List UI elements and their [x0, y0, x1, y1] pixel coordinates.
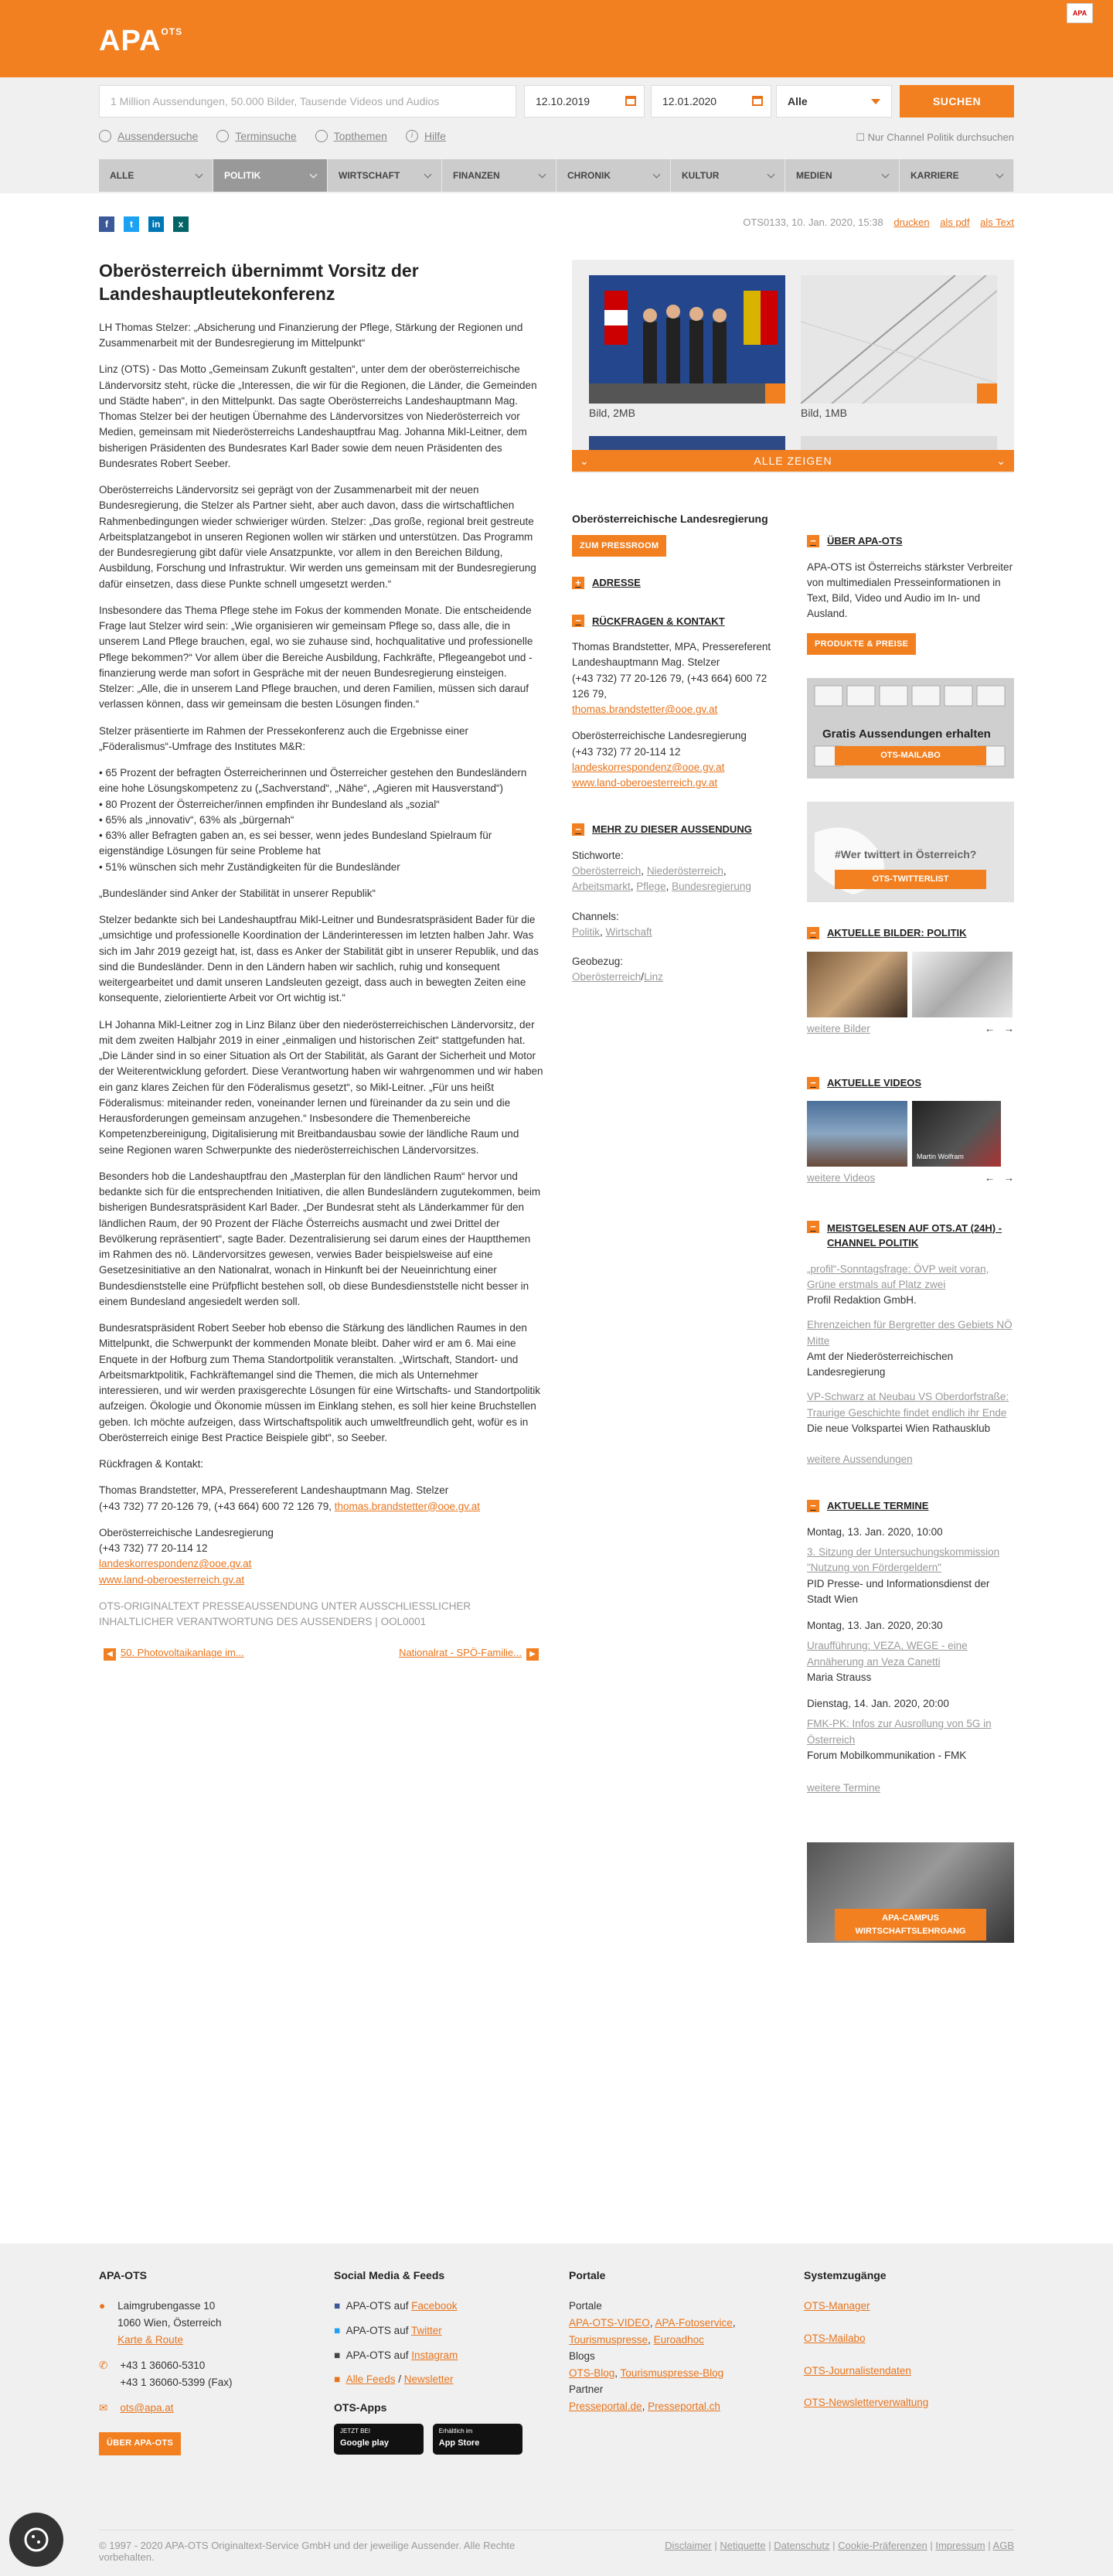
download-icon[interactable]: [977, 383, 997, 404]
video-thumbs: [807, 1101, 1014, 1167]
legal-link[interactable]: Cookie-Präferenzen: [838, 2540, 928, 2551]
system-link[interactable]: OTS-Journalistendaten: [804, 2364, 911, 2377]
list-item: • 51% wünschen sich mehr Zuständigkeiten für die Bundesländer: [99, 860, 400, 873]
keyword-link[interactable]: Oberösterreich: [572, 865, 642, 877]
event-link[interactable]: FMK-PK: Infos zur Ausrollung von 5G in Österreich: [807, 1718, 992, 1746]
gallery-caption: Bild, 2MB: [589, 407, 635, 419]
survey-list: [99, 765, 543, 875]
twitter-row: ■ APA-OTS auf Twitter: [334, 2324, 442, 2336]
campus-button[interactable]: APA-CAMPUS WIRTSCHAFTSLEHRGANG: [835, 1909, 986, 1941]
apa-ots-logo[interactable]: $APA^{OTS}$: [99, 25, 183, 57]
contact-block: Oberösterreichische Landesregierung (+43 732) 77 20-114 12 landeskorrespondenz@ooe.gv.at www.land-oberoesterreich.gv.at: [99, 1526, 274, 1586]
legal-link[interactable]: Impressum: [935, 2540, 985, 2551]
gallery-image[interactable]: [589, 275, 785, 404]
show-all-button[interactable]: ⌄ ALLE ZEIGEN ⌄: [572, 450, 1014, 472]
gallery-caption: Bild, 1MB: [801, 407, 847, 419]
mehr-toggle[interactable]: − MEHR ZU DIESER AUSSENDUNG: [572, 822, 781, 837]
article-subheading: „Bundesländer sind Anker der Stabilität in unserer Republik“: [99, 887, 376, 899]
facebook-icon: ■: [334, 2300, 341, 2312]
site-footer: [0, 2244, 1113, 2576]
tab-finanzen[interactable]: FINANZEN: [442, 159, 556, 192]
minus-icon: −: [572, 823, 584, 836]
legal-link[interactable]: Disclaimer: [665, 2540, 712, 2551]
chevron-down-icon: [653, 170, 661, 178]
blog-link[interactable]: Tourismuspresse-Blog: [620, 2366, 724, 2379]
newsletter-link[interactable]: Newsletter: [403, 2373, 454, 2386]
email-link[interactable]: ots@apa.at: [120, 2402, 174, 2414]
sender-name: Oberösterreichische Landesregierung: [572, 513, 768, 525]
image-gallery: [572, 260, 1014, 473]
chevron-down-icon: [424, 170, 432, 178]
cookie-icon: [9, 2513, 63, 2567]
apa-mini-logo[interactable]: APA: [1067, 3, 1093, 23]
list-item: • 65 Prozent der befragten Österreicherinnen und Österreicher gestehen den Bundesländern eine hohe Lösungskompetenz zu („Sachverstand“, „Nähe“, „Agieren mit Hausverstand“): [99, 767, 527, 795]
list-item: • 63% aller Befragten gaben an, es sei besser, wenn jedes Bundesland Spielraum für eigenständige Lösungen für seine Probleme hat: [99, 830, 492, 857]
article-paragraph: LH Johanna Mikl-Leitner zog in Linz Bilanz über den niederösterreichischen Ländervorsitz, der mit dem zweiten Halbjahr 2019 in einer „einmaligen und historischen Zeit“ stattgefunden hat. „Die Länder sind in so einer Situation als Ort der Stabilität, als Garant der Sicherheit und Motor der Weiterentwicklung gefordert. Diese Verantwortung haben wir wahrgenommen und wir haben ein ganz klares Zeichen für den Föderalismus gesetzt“, so Mikl-Leitner. „Für uns heißt Föderalismus: miteinander reden, voneinander lernen und füreinander da zu sein und die Herausforderungen gemeinsam anzugehen.“ Insbesondere die Themenbereiche Kompetenzbereinigung, Digitalisierung mit Breitbandausbau sowie der ländliche Raum und seine Regionen waren Schwerpunkte des niederösterreichischen Ländervorsitzes.: [99, 1018, 543, 1156]
mail-icon: ✉: [99, 2402, 108, 2414]
chevron-down-icon: [310, 170, 318, 178]
xing-icon[interactable]: x: [173, 216, 189, 232]
channels-list: Politik, Wirtschaft: [572, 925, 652, 938]
politik-image[interactable]: [912, 952, 1013, 1017]
architecture-photo: [801, 275, 997, 404]
article-link[interactable]: VP-Schwarz at Neubau VS Oberdorfstraße: Traurige Geschichte findet endlich ihr Ende: [807, 1391, 1009, 1419]
article-paragraph: Linz (OTS) - Das Motto „Gemeinsam Zukunft gestalten“, unter dem der oberösterreichische Ländervorsitz steht, rücke die „Interessen, die wir für die Regionen, die Länder, die Gemeinden und Städte haben“, in den Mittelpunkt. Das sagte Oberösterreichs Landeshauptmann Mag. Thomas Stelzer bei der heutigen Übernahme des Ländervorsitzes von Niederösterreich vor Medien, gemeinsam mit Niederösterreichs Landeshauptfrau Mag. Johanna Mikl-Leitner, dem bisherigen Präsidenten des Bundesrates Karl Bader sowie dem neuen Präsidenten des Bundesrates Robert Seeber.: [99, 363, 537, 469]
keyword-link[interactable]: Arbeitsmarkt: [572, 881, 631, 893]
minus-icon: −: [807, 927, 819, 939]
location-pin-icon: ●: [99, 2300, 106, 2312]
sender-icon: [99, 130, 111, 142]
system-link[interactable]: OTS-Manager: [804, 2300, 870, 2312]
email-block: [99, 2400, 300, 2417]
contact-block: Oberösterreichische Landesregierung (+43 732) 77 20-114 12 landeskorrespondenz@ooe.gv.at www.land-oberoesterreich.gv.at: [572, 730, 747, 789]
pdf-link[interactable]: als pdf: [940, 216, 970, 228]
calendar-icon: [625, 96, 636, 106]
hilfe-link[interactable]: i Hilfe: [406, 130, 446, 142]
about-toggle[interactable]: − ÜBER APA-OTS: [807, 533, 1014, 549]
calendar-icon: [752, 96, 763, 106]
article-paragraph: Stelzer bedankte sich bei Landeshauptfrau Mikl-Leitner und Bundesratspräsident Bader für die „umsichtige und professionelle Koordination der Länderinteressen im letzten halben Jahr. Was sich im Jahr 2019 gezeigt hat, ist, dass es Anker der Stabilität gibt in unserer Republik, und das sind die Bundesländer. Denn in den Ländern haben wir sachlich, ruhig und konsequent weitergearbeitet und damit unseren Landsleuten gezeigt, dass auch in bewegten Zeiten eine konsequente, zielorientierte Arbeit vor Ort wichtig ist.“: [99, 914, 539, 1004]
search-button[interactable]: SUCHEN: [900, 85, 1014, 118]
address-block: ● Laimgrubengasse 10 1060 Wien, Österreich Karte & Route: [99, 2298, 300, 2348]
footer-col-system: Systemzugänge OTS-Manager OTS-Mailabo OTS-Journalistendaten OTS-Newsletterverwaltung: [804, 2269, 929, 2409]
facebook-row: ■ APA-OTS auf Facebook: [334, 2300, 458, 2312]
footer-col-portale: Portale Portale APA-OTS-VIDEO, APA-Fotoservice, Tourismuspresse, Euroadhoc Blogs OTS-Blog, Tourismuspresse-Blog Partner Presseportal.de, Presseportal.ch: [569, 2267, 770, 2415]
legal-link[interactable]: Datenschutz: [774, 2540, 830, 2551]
article-paragraph: Stelzer präsentierte im Rahmen der Pressekonferenz auch die Ergebnisse einer „Föderalismus“-Umfrage des Institutes M&R:: [99, 724, 468, 752]
carousel-arrows: [985, 1021, 1014, 1037]
legal-links: Disclaimer | Netiquette | Datenschutz | Cookie-Präferenzen | Impressum | AGB: [665, 2540, 1014, 2551]
chevron-down-icon: [768, 170, 775, 178]
keywords-list: Oberösterreich, Niederösterreich, Arbeitsmarkt, Pflege, Bundesregierung: [572, 865, 751, 893]
footer-col-social: Social Media & Feeds ■ APA-OTS auf Facebook ■ APA-OTS auf Twitter ■ APA-OTS auf Instagram ■ Alle Feeds / Newsletter OTS-Apps JETZT BEI Google play Erhältlich im App Store: [334, 2267, 535, 2455]
geo-label: Geobezug:: [572, 956, 624, 968]
article-meta: [743, 216, 1014, 228]
adresse-toggle[interactable]: + ADRESSE: [572, 575, 781, 591]
contact-block: Thomas Brandstetter, MPA, Pressereferent Landeshauptmann Mag. Stelzer (+43 732) 77 20-126 79, (+43 664) 600 72 126 79, thomas.brandstetter@ooe.gv.at: [572, 641, 771, 716]
app-badges: [334, 2424, 535, 2455]
google-play-badge[interactable]: JETZT BEI Google play: [334, 2424, 424, 2455]
plus-icon: +: [572, 577, 584, 589]
info-icon: i: [406, 130, 418, 142]
event-link[interactable]: Uraufführung: VEZA, WEGE - eine Annäherung an Veza Canetti: [807, 1640, 968, 1668]
portal-link[interactable]: APA-Fotoservice: [655, 2316, 733, 2329]
blog-link[interactable]: OTS-Blog: [569, 2366, 615, 2379]
search-sublinks: [99, 130, 446, 142]
gallery-image-partial[interactable]: [801, 436, 997, 450]
about-text: APA-OTS ist Österreichs stärkster Verbreiter von multimedialen Presseinformationen in Text, Bild, Video und Audio im In- und Ausland.: [807, 561, 1013, 620]
portale-links: APA-OTS-VIDEO, APA-Fotoservice, Tourismuspresse, Euroadhoc: [569, 2316, 736, 2346]
next-article[interactable]: Nationalrat - SPÖ-Familie... ▶: [399, 1645, 543, 1661]
contact-web-link[interactable]: www.land-oberoesterreich.gv.at: [572, 777, 718, 789]
article-paragraph: Insbesondere das Thema Pflege stehe im Fokus der kommenden Monate. Die entscheidende Frage laut Stelzer wird sein: „Wie organisieren wir gemeinsam Pflege so, dass alle, die in unserem Land Pflege brauchen, egal, wo sie zuhause sind, hochqualitative und professionelle Pflege bekommen?“ Vor allem über die Bereiche Ausbildung, Fachkräfte, Pflegeangebot und -finanzierung werde man sofort in Gespräche mit der neuen Bundesregierung einsteigen. Stelzer: „Alle, die in unserem Land Pflege brauchen, und deren Familien, müssen sich darauf verlassen können, dass wir gemeinsam die besten Lösungen finden.“: [99, 604, 533, 710]
ots-id: OTS0133, 10. Jan. 2020, 15:38: [743, 216, 883, 228]
search-area: [0, 77, 1113, 193]
keyword-link[interactable]: Pflege: [636, 881, 666, 893]
right-sidebar: [807, 533, 1014, 1966]
arrow-right-icon[interactable]: →: [1003, 1022, 1014, 1034]
contact-block: Thomas Brandstetter, MPA, Pressereferent Landeshauptmann Mag. Stelzer (+43 732) 77 20-126 79, (+43 664) 600 72 126 79, thomas.brandstetter@ooe.gv.at: [99, 1484, 481, 1512]
chevron-down-icon: [996, 170, 1004, 178]
video-thumbnail[interactable]: Martin Wolfram: [912, 1101, 1001, 1167]
twitterlist-button[interactable]: OTS-TWITTERLIST: [835, 870, 986, 889]
top-header: [0, 0, 1113, 77]
clock-icon: [216, 130, 229, 142]
tab-chronik[interactable]: CHRONIK: [556, 159, 671, 192]
download-icon[interactable]: [765, 383, 785, 404]
instagram-row: ■ APA-OTS auf Instagram: [334, 2349, 458, 2361]
minus-icon: −: [572, 615, 584, 627]
app-store-badge[interactable]: Erhältlich im App Store: [433, 2424, 522, 2455]
list-item: VP-Schwarz at Neubau VS Oberdorfstraße: Traurige Geschichte findet endlich ihr Ende Die neue Volkspartei Wien Rathausklub: [807, 1391, 1009, 1434]
legal-link[interactable]: AGB: [992, 2540, 1014, 2551]
footer-col-apa: APA-OTS ● Laimgrubengasse 10 1060 Wien, Österreich Karte & Route ✆ +43 1 36060-5310 +43 1 36060-5399 (Fax) ✉ ots@apa.at ÜBER APA-OTS: [99, 2267, 300, 2455]
legal-link[interactable]: Netiquette: [720, 2540, 766, 2551]
list-item: • 65% als „innovativ“, 63% als „bürgernah“: [99, 813, 294, 826]
portal-link[interactable]: Tourismuspresse: [569, 2333, 648, 2346]
topics-icon: [315, 130, 328, 142]
category-nav: [99, 159, 1014, 192]
videos-toggle[interactable]: − AKTUELLE VIDEOS: [807, 1075, 1014, 1091]
more-events-link[interactable]: weitere Termine: [807, 1782, 881, 1794]
search-input[interactable]: 1 Million Aussendungen, 50.000 Bilder, Tausende Videos und Audios: [99, 85, 516, 118]
list-item: Montag, 13. Jan. 2020, 20:30 Uraufführung: VEZA, WEGE - eine Annäherung an Veza Canetti Maria Strauss: [807, 1620, 968, 1683]
meistgelesen-list: [807, 1262, 1014, 1468]
date-to-field[interactable]: 12.01.2020: [651, 85, 771, 118]
article-paragraph: Besonders hob die Landeshauptfrau den „Masterplan für den ländlichen Raum“ hervor und bedankte sich für die entsprechenden Initiativen, die allen Bundesländern zugutekommen, beim bisherigen Bundesratspräsident Karl Bader. „Der Bundesrat steht als Länderkammer für den ländlichen Raum, der 90 Prozent der Fläche Österreichs ausmacht und zwei Drittel der Bevölkerung repräsentiert“, sagte Bader. Dezentralisierung sei darum eines der Hauptthemen im Rahmen des nö. Ländervorsitzes gewesen, verwies Bader beispielsweise auf eine Gesetzesinitiative an den Nationalrat, wonach in Hinkunft bei der Neueinrichtung einer Bundesdienststelle eine Prüfpflicht bestehen soll, ob diese Bundesdienststelle nicht besser in einem Bundesland angesiedelt werden soll.: [99, 1170, 541, 1307]
channels-label: Channels:: [572, 910, 619, 922]
more-videos-link[interactable]: weitere Videos: [807, 1172, 876, 1184]
gallery-image[interactable]: [801, 275, 997, 404]
system-link[interactable]: OTS-Mailabo: [804, 2332, 866, 2344]
footer-bottom: [99, 2530, 1014, 2563]
feeds-row: ■ Alle Feeds / Newsletter: [334, 2373, 454, 2386]
arrow-left-icon: ◀: [104, 1648, 116, 1661]
channel-link[interactable]: Wirtschaft: [605, 925, 652, 938]
chevron-down-icon: [882, 170, 890, 178]
arrow-left-icon[interactable]: ←: [984, 1172, 996, 1184]
politik-image[interactable]: [807, 952, 907, 1017]
minus-icon: −: [807, 535, 819, 547]
rss-icon: ■: [334, 2373, 341, 2386]
terminsuche-link[interactable]: Terminsuche: [216, 130, 296, 142]
video-thumbnail[interactable]: [807, 1101, 907, 1167]
minus-icon: −: [807, 1500, 819, 1512]
text-link[interactable]: als Text: [980, 216, 1014, 228]
article-pager: [99, 1645, 543, 1661]
geo-link[interactable]: Oberösterreich: [572, 971, 642, 983]
portal-link[interactable]: APA-OTS-VIDEO: [569, 2316, 650, 2329]
carousel-arrows: [985, 1170, 1014, 1186]
channel-link[interactable]: Politik: [572, 925, 601, 938]
aussendersuche-link[interactable]: Aussendersuche: [99, 130, 198, 142]
contact-email-link[interactable]: landeskorrespondenz@ooe.gv.at: [99, 1558, 252, 1570]
tab-kultur[interactable]: KULTUR: [671, 159, 785, 192]
bilder-footer: [807, 1021, 1014, 1037]
topthemen-link[interactable]: Topthemen: [315, 130, 387, 142]
cookie-settings-button[interactable]: [9, 2513, 63, 2567]
ots-disclaimer: OTS-ORIGINALTEXT PRESSEAUSSENDUNG UNTER AUSSCHLIESSLICHER INHALTLICHER VERANTWORTUNG DES AUSSENDERS | OOL0001: [99, 1600, 471, 1628]
keyword-link[interactable]: Niederösterreich: [646, 865, 723, 877]
more-images-link[interactable]: weitere Bilder: [807, 1022, 870, 1034]
videos-footer: [807, 1170, 1014, 1186]
article-paragraph: Oberösterreichs Ländervorsitz sei geprägt von der Zusammenarbeit mit der neuen Bundesregierung, die Stelzer als Partner sieht, aber auch davon, dass die wirtschaftlichen Rahmenbedingungen wieder schwieriger würden. Stelzer: „Das große, regional breit gestreute Arbeitsplatzangebot in unseren Regionen wollen wir stärken und unterstützen. Das Programm der Bundesregierung gibt dafür viele Ansatzpunkte, vor allem in den Bereichen Bildung, Ausbildung, Forschung und Infrastruktur. Wir werden uns gemeinsam mit der Bundesregierung dafür einsetzen, dass diese Punkte schnell umgesetzt werden.“: [99, 484, 536, 590]
tab-medien[interactable]: MEDIEN: [785, 159, 900, 192]
rueckfragen-toggle[interactable]: − RÜCKFRAGEN & KONTAKT: [572, 614, 781, 629]
event-link[interactable]: 3. Sitzung der Untersuchungskommission "Nutzung von Fördergeldern": [807, 1546, 1000, 1574]
more-releases-link[interactable]: weitere Aussendungen: [807, 1453, 913, 1465]
press-photo: [589, 275, 785, 404]
termine-list: [807, 1525, 1014, 1797]
twitter-icon: ■: [334, 2324, 341, 2336]
chevron-down-icon: ⌄: [580, 455, 590, 467]
campus-promo[interactable]: [807, 1842, 1014, 1943]
twitter-icon[interactable]: t: [124, 216, 139, 232]
minus-icon: −: [807, 1221, 819, 1233]
article-body: [99, 260, 543, 1661]
chevron-down-icon: ⌄: [996, 455, 1006, 467]
contact-email-link[interactable]: thomas.brandstetter@ooe.gv.at: [334, 1500, 481, 1512]
minus-icon: −: [807, 1077, 819, 1089]
geo-link[interactable]: Linz: [644, 971, 663, 983]
chevron-down-icon: [196, 170, 203, 178]
article-paragraph: Bundesratspräsident Robert Seeber hob ebenso die Stärkung des ländlichen Raumes in den Mittelpunkt, die Schwerpunkt der kommenden Monate bleibt. Daher wird er am 6. Mai eine Enquete in der Hofburg zum Thema Standortpolitik veranstalten. „Wirtschaft, Standort- und Arbeitsmarktpolitik, Fachkräftemangel sind die Themen, die mich als Unternehmer interessieren, und wir werden praxisgerechte Lösungen für eine Wirtschafts- und Standortpolitik aufzeigen. Ökologie und Ökonomie müssen im Einklang stehen, es soll hier keine Bruchstellen geben. Ich möchte aufzeigen, dass Wirtschaftspolitik auch umweltfreundlich geht, wofür es in Oberösterreich einige Best Practice Beispiele gibt“, so Seeber.: [99, 1322, 541, 1443]
partner-link[interactable]: Presseportal.ch: [648, 2400, 720, 2412]
tab-alle[interactable]: ALLE: [99, 159, 213, 192]
partner-link[interactable]: Presseportal.de: [569, 2400, 642, 2412]
article-link[interactable]: Ehrenzeichen für Bergretter des Gebiets NÖ Mitte: [807, 1319, 1013, 1347]
keyword-link[interactable]: Bundesregierung: [672, 881, 751, 893]
mailabo-button[interactable]: OTS-MAILABO: [835, 746, 986, 765]
copyright: © 1997 - 2020 APA-OTS Originaltext-Service GmbH und der jeweilige Aussender. Alle Rechte vorbehalten.: [99, 2540, 516, 2563]
instagram-icon: ■: [334, 2349, 341, 2361]
pressroom-button[interactable]: ZUM PRESSROOM: [572, 535, 781, 557]
category-select[interactable]: Alle: [776, 85, 892, 118]
chevron-down-icon: [871, 99, 880, 104]
termine-toggle[interactable]: − AKTUELLE TERMINE: [807, 1498, 1014, 1514]
blog-links: OTS-Blog, Tourismuspresse-Blog: [569, 2366, 724, 2379]
instagram-link[interactable]: Instagram: [411, 2349, 458, 2361]
chevron-down-icon: [539, 170, 546, 178]
gallery-image-partial[interactable]: [589, 436, 785, 450]
produkte-button[interactable]: PRODUKTE & PREISE: [807, 633, 1014, 656]
list-item: Montag, 13. Jan. 2020, 10:00 3. Sitzung der Untersuchungskommission "Nutzung von Fördergeldern" PID Presse- und Informationsdienst der Stadt Wien: [807, 1525, 1000, 1605]
phone-icon: ✆: [99, 2360, 108, 2372]
arrow-right-icon[interactable]: →: [1003, 1172, 1014, 1184]
geo-list: Oberösterreich/Linz: [572, 971, 663, 983]
feeds-link[interactable]: Alle Feeds: [345, 2373, 396, 2386]
prev-article[interactable]: ◀ 50. Photovoltaikanlage im...: [99, 1645, 244, 1661]
article-title: Oberösterreich übernimmt Vorsitz der Landeshauptleutekonferenz: [99, 261, 419, 304]
mailabo-promo[interactable]: Gratis Aussendungen erhalten OTS-MAILABO: [807, 678, 1014, 779]
contact-email-link[interactable]: landeskorrespondenz@ooe.gv.at: [572, 761, 725, 773]
partner-links: Presseportal.de, Presseportal.ch: [569, 2400, 720, 2412]
date-from-field[interactable]: 12.10.2019: [524, 85, 645, 118]
contact-web-link[interactable]: www.land-oberoesterreich.gv.at: [99, 1573, 245, 1586]
share-icons: [99, 216, 189, 232]
sender-info: [572, 512, 781, 986]
meistgelesen-toggle[interactable]: − MEISTGELESEN AUF OTS.AT (24H) - CHANNEL POLITIK: [807, 1221, 1014, 1251]
phone-block: ✆ +43 1 36060-5310 +43 1 36060-5399 (Fax): [99, 2357, 300, 2390]
portal-link[interactable]: Euroadhoc: [653, 2333, 704, 2346]
tab-wirtschaft[interactable]: WIRTSCHAFT: [328, 159, 442, 192]
tab-karriere[interactable]: KARRIERE: [900, 159, 1014, 192]
arrow-left-icon[interactable]: ←: [984, 1022, 996, 1034]
route-link[interactable]: Karte & Route: [117, 2333, 183, 2346]
bilder-toggle[interactable]: − AKTUELLE BILDER: POLITIK: [807, 925, 1014, 941]
contact-email-link[interactable]: thomas.brandstetter@ooe.gv.at: [572, 704, 718, 716]
facebook-icon[interactable]: f: [99, 216, 114, 232]
print-link[interactable]: drucken: [893, 216, 930, 228]
system-link[interactable]: OTS-Newsletterverwaltung: [804, 2397, 929, 2409]
tab-politik[interactable]: POLITIK: [213, 159, 328, 192]
about-apa-button[interactable]: ÜBER APA-OTS: [99, 2432, 300, 2455]
twitterlist-promo[interactable]: #Wer twittert in Österreich? OTS-TWITTERLIST: [807, 802, 1014, 902]
arrow-right-icon: ▶: [526, 1648, 539, 1661]
article-link[interactable]: „profil“-Sonntagsfrage: ÖVP weit voran, Grüne erstmals auf Platz zwei: [807, 1262, 989, 1290]
list-item: Ehrenzeichen für Bergretter des Gebiets NÖ Mitte Amt der Niederösterreichischen Landesregierung: [807, 1319, 1013, 1378]
facebook-link[interactable]: Facebook: [411, 2300, 458, 2312]
keywords-label: Stichworte:: [572, 849, 624, 861]
twitter-link[interactable]: Twitter: [410, 2324, 442, 2336]
list-item: • 80 Prozent der Österreicher/innen empfinden ihr Bundesland als „sozial“: [99, 798, 440, 810]
channel-only-checkbox[interactable]: ☐ Nur Channel Politik durchsuchen: [856, 131, 1014, 143]
contact-heading: Rückfragen & Kontakt:: [99, 1458, 204, 1470]
list-item: „profil“-Sonntagsfrage: ÖVP weit voran, Grüne erstmals auf Platz zwei Profil Redaktion GmbH.: [807, 1262, 989, 1306]
bilder-thumbs: [807, 952, 1014, 1018]
list-item: Dienstag, 14. Jan. 2020, 20:00 FMK-PK: Infos zur Ausrollung von 5G in Österreich Forum Mobilkommunikation - FMK: [807, 1698, 992, 1761]
linkedin-icon[interactable]: in: [148, 216, 164, 232]
article-lead: LH Thomas Stelzer: „Absicherung und Finanzierung der Pflege, Stärkung der Regionen und Zusammenarbeit mit der Bundesregierung im Mittelpunkt“: [99, 321, 523, 349]
